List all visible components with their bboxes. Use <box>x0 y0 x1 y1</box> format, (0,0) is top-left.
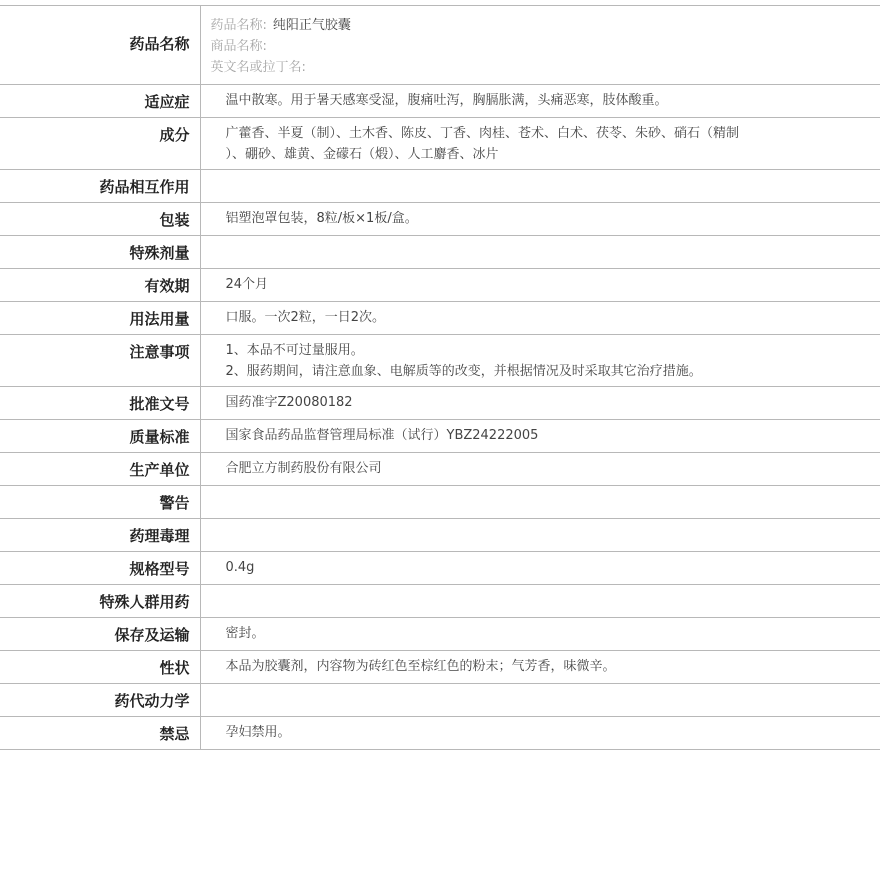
validity-value: 24个月 <box>225 277 269 292</box>
trade-name-key: 商品名称: <box>210 39 267 54</box>
pharmacokinetics-label: 药代动力学 <box>114 692 190 710</box>
indication-label: 适应症 <box>144 93 190 111</box>
pharmacology-label: 药理毒理 <box>129 527 190 545</box>
precautions-line-1: 1、本品不可过量服用。 <box>225 343 364 358</box>
row-contraindication <box>0 717 880 750</box>
contraindication-value: 孕妇禁用。 <box>225 725 291 740</box>
pharmacology-value <box>226 519 880 527</box>
interaction-label: 药品相互作用 <box>99 178 190 196</box>
generic-name-value: 纯阳正气胶囊 <box>272 18 351 33</box>
pharmacokinetics-value <box>226 684 880 692</box>
generic-name-key: 药品名称: <box>210 18 267 33</box>
row-precautions <box>0 335 880 387</box>
special-population-value <box>226 585 880 593</box>
package-value: 铝塑泡罩包装，8粒/板×1板/盒。 <box>225 211 418 226</box>
ingredients-line-1: 广藿香、半夏（制）、土木香、陈皮、丁香、肉桂、苍术、白术、茯苓、朱砂、硝石（精制 <box>225 126 740 141</box>
special-population-label: 特殊人群用药 <box>99 593 190 611</box>
spec-value: 0.4g <box>225 560 255 575</box>
approval-label: 批准文号 <box>129 395 190 413</box>
spec-label: 规格型号 <box>129 560 190 578</box>
interaction-value <box>226 170 880 178</box>
special-dose-value <box>226 236 880 244</box>
row-spec <box>0 552 880 585</box>
drug-name-values <box>200 6 880 85</box>
indication-value: 温中散寒。用于暑天感寒受湿，腹痛吐泻，胸膈胀满，头痛恶寒，肢体酸重。 <box>225 93 668 108</box>
row-ingredients <box>0 118 880 170</box>
row-character <box>0 651 880 684</box>
contraindication-label: 禁忌 <box>159 725 190 743</box>
row-approval <box>0 387 880 420</box>
generic-name-line <box>211 15 880 36</box>
character-label: 性状 <box>159 659 190 677</box>
manufacturer-value: 合肥立方制药股份有限公司 <box>225 461 382 476</box>
english-name-line <box>211 57 880 78</box>
special-dose-label: 特殊剂量 <box>129 244 190 262</box>
drug-info-table <box>0 5 880 750</box>
warning-label: 警告 <box>159 494 190 512</box>
row-pharmacology <box>0 519 880 552</box>
precautions-line-2: 2、服药期间，请注意血象、电解质等的改变，并根据情况及时采取其它治疗措施。 <box>225 364 702 379</box>
validity-label: 有效期 <box>144 277 190 295</box>
row-storage <box>0 618 880 651</box>
row-package <box>0 203 880 236</box>
approval-value: 国药准字Z20080182 <box>225 395 353 410</box>
row-usage <box>0 302 880 335</box>
warning-value <box>226 486 880 494</box>
row-drug-name <box>0 6 880 85</box>
row-indication <box>0 85 880 118</box>
english-name-key: 英文名或拉丁名: <box>210 60 306 75</box>
drug-info-panel <box>0 5 880 750</box>
standard-label: 质量标准 <box>129 428 190 446</box>
storage-value: 密封。 <box>225 626 265 641</box>
storage-label: 保存及运输 <box>114 626 190 644</box>
manufacturer-label: 生产单位 <box>129 461 190 479</box>
row-warning <box>0 486 880 519</box>
character-value: 本品为胶囊剂，内容物为砖红色至棕红色的粉末；气芳香，味微辛。 <box>225 659 616 674</box>
row-special-population <box>0 585 880 618</box>
precautions-label: 注意事项 <box>129 343 190 361</box>
standard-value: 国家食品药品监督管理局标准（试行）YBZ24222005 <box>225 428 539 443</box>
usage-label: 用法用量 <box>129 310 190 328</box>
trade-name-line <box>211 36 880 57</box>
row-special-dose <box>0 236 880 269</box>
ingredients-line-2: ）、硼砂、雄黄、金礞石（煅）、人工麝香、冰片 <box>225 147 499 162</box>
drug-name-label: 药品名称 <box>129 35 190 53</box>
row-label <box>0 6 200 85</box>
usage-value: 口服。一次2粒，一日2次。 <box>225 310 386 325</box>
package-label: 包装 <box>159 211 190 229</box>
row-manufacturer <box>0 453 880 486</box>
row-standard <box>0 420 880 453</box>
row-validity <box>0 269 880 302</box>
row-interaction <box>0 170 880 203</box>
ingredients-label: 成分 <box>159 126 190 144</box>
row-pharmacokinetics <box>0 684 880 717</box>
